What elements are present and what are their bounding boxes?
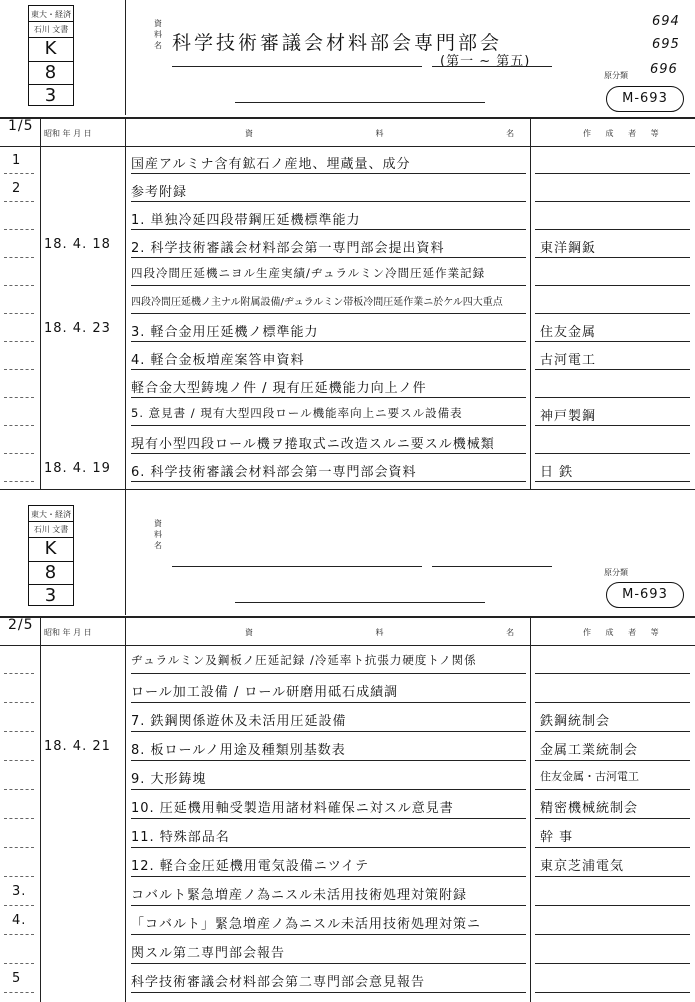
row-rule-left bbox=[4, 876, 34, 877]
row-rule-right bbox=[535, 934, 690, 935]
row-number: 4. bbox=[12, 913, 27, 928]
row-rule-left bbox=[4, 453, 34, 454]
row-rule-right bbox=[535, 481, 690, 482]
row-rule-right bbox=[535, 257, 690, 258]
row-rule-left bbox=[4, 963, 34, 964]
row-rule-right bbox=[535, 673, 690, 674]
row-name: 7. 鉄鋼関係遊休及未活用圧延設備 bbox=[131, 714, 347, 729]
row-rule-right bbox=[535, 397, 690, 398]
row-name: 9. 大形鋳塊 bbox=[131, 772, 207, 787]
row-author: 日 鉄 bbox=[540, 465, 574, 480]
row-rule-left bbox=[4, 285, 34, 286]
row-rule-left bbox=[4, 673, 34, 674]
row-name: 四段冷間圧延機ノ主ナル附属設備/ヂュラルミン帯板冷間圧延作業ニ於ケル四大重点 bbox=[131, 297, 503, 308]
row-name: 3. 軽合金用圧延機ノ標準能力 bbox=[131, 325, 319, 340]
row-rule bbox=[131, 702, 526, 703]
classification-label: 原分類 bbox=[604, 71, 628, 80]
row-rule bbox=[131, 341, 526, 342]
row-rule-left bbox=[4, 481, 34, 482]
archive-stamp bbox=[28, 5, 74, 106]
row-rule-left bbox=[4, 905, 34, 906]
row-rule-right bbox=[535, 453, 690, 454]
ref-number-3: 696 bbox=[650, 62, 678, 77]
row-rule-right bbox=[535, 425, 690, 426]
stamp2-code-1: K bbox=[29, 537, 73, 558]
row-name: 四段冷間圧延機ニヨル生産実績/ヂュラルミン冷間圧延作業記録 bbox=[131, 266, 486, 280]
row-number: 3. bbox=[12, 884, 27, 899]
row-rule bbox=[131, 481, 526, 482]
archive-stamp-2 bbox=[28, 505, 74, 606]
row-rule-left bbox=[4, 397, 34, 398]
row-name: 参考附録 bbox=[131, 185, 188, 200]
row-rule bbox=[131, 229, 526, 230]
row-name: 11. 特殊部品名 bbox=[131, 830, 230, 845]
stamp2-line-1: 東大・経済 bbox=[31, 510, 71, 519]
row-rule-left bbox=[4, 702, 34, 703]
row-rule-right bbox=[535, 818, 690, 819]
material-label-2: 資料名 bbox=[154, 519, 162, 550]
stamp2-line-2: 石川 文書 bbox=[29, 521, 73, 537]
stamp-line-1: 東大・経済 bbox=[31, 10, 71, 19]
row-name: 2. 科学技術審議会材料部会第一専門部会提出資料 bbox=[131, 241, 445, 256]
stamp2-code-3: 3 bbox=[29, 584, 73, 605]
row-rule-right bbox=[535, 963, 690, 964]
row-rule bbox=[131, 173, 526, 174]
row-rule-left bbox=[4, 818, 34, 819]
row-rule-right bbox=[535, 229, 690, 230]
document-subtitle: (第一 ~ 第五) bbox=[440, 54, 531, 69]
page-number-1: 1/5 bbox=[8, 118, 34, 134]
row-name: 4. 軽合金板増産案答申資料 bbox=[131, 353, 305, 368]
row-rule bbox=[131, 789, 526, 790]
row-name: 軽合金大型鋳塊ノ件 / 現有圧延機能力向上ノ件 bbox=[131, 381, 427, 396]
row-rule-right bbox=[535, 789, 690, 790]
stamp-code-2: 8 bbox=[29, 61, 73, 82]
ref-number-1: 694 bbox=[652, 14, 680, 29]
row-rule bbox=[131, 369, 526, 370]
row-name: 科学技術審議会材料部会第二専門部会意見報告 bbox=[131, 975, 426, 990]
row-rule bbox=[131, 847, 526, 848]
row-number: 1 bbox=[12, 153, 22, 168]
row-rule-left bbox=[4, 173, 34, 174]
row-rule-right bbox=[535, 847, 690, 848]
stamp-code-1: K bbox=[29, 37, 73, 58]
row-rule-right bbox=[535, 313, 690, 314]
row-author: 金属工業統制会 bbox=[540, 743, 639, 758]
col-date-header: 昭和 年 月 日 bbox=[44, 129, 92, 138]
row-rule-left bbox=[4, 257, 34, 258]
row-rule-right bbox=[535, 173, 690, 174]
col-date-header-2: 昭和 年 月 日 bbox=[44, 628, 92, 637]
row-name: 国産アルミナ含有鉱石ノ産地、埋蔵量、成分 bbox=[131, 157, 411, 172]
row-rule bbox=[131, 731, 526, 732]
row-rule-left bbox=[4, 425, 34, 426]
row-rule-left bbox=[4, 731, 34, 732]
row-rule-right bbox=[535, 992, 690, 993]
row-rule bbox=[131, 313, 526, 314]
row-author: 幹 事 bbox=[540, 830, 574, 845]
col-name-header-2: 資 料 名 bbox=[245, 628, 575, 637]
row-author: 神戸製鋼 bbox=[540, 409, 597, 424]
row-rule-left bbox=[4, 789, 34, 790]
row-author: 住友金属 bbox=[540, 325, 597, 340]
stamp-line-2: 石川 文書 bbox=[29, 21, 73, 37]
row-name: 現有小型四段ロール機ヲ捲取式ニ改造スルニ要スル機械類 bbox=[131, 437, 495, 452]
row-rule bbox=[131, 425, 526, 426]
row-rule-right bbox=[535, 341, 690, 342]
row-number: 2 bbox=[12, 181, 22, 196]
row-name: 関スル第二専門部会報告 bbox=[131, 946, 286, 961]
material-label: 資料名 bbox=[154, 19, 162, 50]
row-rule-left bbox=[4, 760, 34, 761]
row-name: 8. 板ロールノ用途及種類別基数表 bbox=[131, 743, 346, 758]
call-number-oval-2: M-693 bbox=[606, 582, 684, 608]
row-rule-right bbox=[535, 285, 690, 286]
row-rule-right bbox=[535, 731, 690, 732]
row-rule-right bbox=[535, 760, 690, 761]
row-rule-left bbox=[4, 229, 34, 230]
row-date: 18. 4. 19 bbox=[44, 461, 111, 476]
row-author: 住友金属・古河電工 bbox=[540, 770, 639, 783]
row-rule bbox=[131, 201, 526, 202]
row-number: 5 bbox=[12, 971, 22, 986]
row-rule bbox=[131, 992, 526, 993]
row-author: 古河電工 bbox=[540, 353, 597, 368]
row-author: 精密機械統制会 bbox=[540, 801, 639, 816]
row-rule-left bbox=[4, 201, 34, 202]
row-rule-left bbox=[4, 992, 34, 993]
row-rule bbox=[131, 905, 526, 906]
stamp-code-3: 3 bbox=[29, 84, 73, 105]
row-date: 18. 4. 21 bbox=[44, 739, 111, 754]
document-title: 科学技術審議会材料部会専門部会 bbox=[172, 32, 503, 54]
row-date: 18. 4. 18 bbox=[44, 237, 111, 252]
row-name: 1. 単独冷延四段帯鋼圧延機標準能力 bbox=[131, 213, 361, 228]
row-rule bbox=[131, 760, 526, 761]
row-rule bbox=[131, 453, 526, 454]
row-rule bbox=[131, 397, 526, 398]
row-rule-right bbox=[535, 702, 690, 703]
row-rule-left bbox=[4, 369, 34, 370]
ref-number-2: 695 bbox=[652, 37, 680, 52]
row-rule-left bbox=[4, 847, 34, 848]
col-name-header: 資 料 名 bbox=[245, 129, 575, 138]
row-name: 5. 意見書 / 現有大型四段ロール機能率向上ニ要スル設備表 bbox=[131, 406, 463, 420]
call-number-oval: M-693 bbox=[606, 86, 684, 112]
row-name: コバルト緊急増産ノ為ニスル未活用技術処理対策附録 bbox=[131, 888, 468, 903]
row-rule bbox=[131, 285, 526, 286]
col-author-header-2: 作 成 者 等 bbox=[583, 628, 665, 637]
row-rule bbox=[131, 257, 526, 258]
classification-label-2: 原分類 bbox=[604, 568, 628, 577]
row-rule-right bbox=[535, 201, 690, 202]
row-name: 「コバルト」緊急増産ノ為ニスル未活用技術処理対策ニ bbox=[131, 917, 482, 932]
row-rule-left bbox=[4, 341, 34, 342]
row-author: 東京芝浦電気 bbox=[540, 859, 625, 874]
row-rule bbox=[131, 673, 526, 674]
row-author: 鉄鋼統制会 bbox=[540, 714, 611, 729]
row-name: 10. 圧延機用軸受製造用諸材料確保ニ対スル意見書 bbox=[131, 801, 454, 816]
row-rule-right bbox=[535, 905, 690, 906]
row-rule-left bbox=[4, 313, 34, 314]
row-name: ヂュラルミン及鋼板ノ圧延記録 /冷延率ト抗張力硬度トノ関係 bbox=[131, 653, 477, 667]
row-name: ロール加工設備 / ロール研磨用砥石成績調 bbox=[131, 685, 399, 700]
row-date: 18. 4. 23 bbox=[44, 321, 111, 336]
row-rule bbox=[131, 818, 526, 819]
row-rule-left bbox=[4, 934, 34, 935]
row-author: 東洋鋼鈑 bbox=[540, 241, 597, 256]
stamp2-code-2: 8 bbox=[29, 561, 73, 582]
row-name: 12. 軽合金圧延機用電気設備ニツイテ bbox=[131, 859, 370, 874]
row-rule bbox=[131, 934, 526, 935]
row-rule bbox=[131, 876, 526, 877]
row-name: 6. 科学技術審議会材料部会第一専門部会資料 bbox=[131, 465, 417, 480]
row-rule bbox=[131, 963, 526, 964]
page-number-2: 2/5 bbox=[8, 617, 34, 633]
row-rule-right bbox=[535, 369, 690, 370]
row-rule-right bbox=[535, 876, 690, 877]
col-author-header: 作 成 者 等 bbox=[583, 129, 665, 138]
